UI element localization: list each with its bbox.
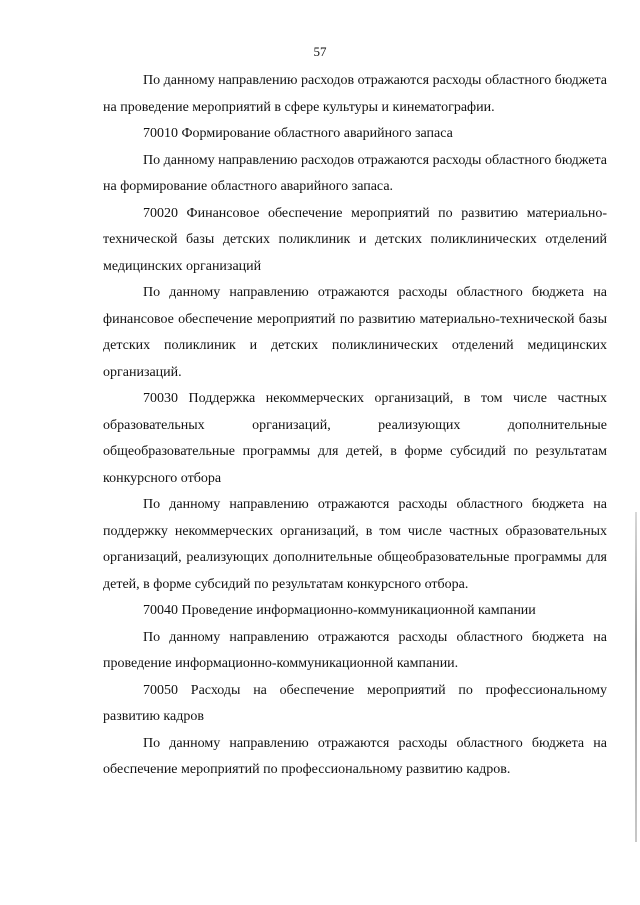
- paragraph-pediatric-clinics: По данному направлению отражаются расходы областного бюджета на финансовое обеспечение мероприятий по развитию материально-технической базы детских поликлиник и детских поликлинических отделений медицинских организаций.: [103, 285, 607, 380]
- heading-70010: 70010 Формирование областного аварийного запаса: [143, 126, 453, 141]
- paragraph-emergency-reserve: По данному направлению расходов отражаются расходы областного бюджета на формирование областного аварийного запаса.: [103, 152, 607, 194]
- scan-edge-line: [635, 512, 637, 842]
- heading-70050: 70050 Расходы на обеспечение мероприятий по профессиональному развитию кадров: [103, 682, 607, 724]
- paragraph-info-campaign: По данному направлению отражаются расходы областного бюджета на проведение информационно-коммуникационной кампании.: [103, 629, 607, 671]
- heading-70020: 70020 Финансовое обеспечение мероприятий по развитию материально-технической базы детских поликлиник и детских поликлинических отделений медицинских организаций: [103, 205, 607, 274]
- heading-70040: 70040 Проведение информационно-коммуникационной кампании: [143, 603, 536, 618]
- paragraph-staff-development: По данному направлению отражаются расходы областного бюджета на обеспечение мероприятий по профессиональному развитию кадров.: [103, 735, 607, 777]
- document-body: [103, 68, 607, 784]
- paragraph-nonprofit-support: По данному направлению отражаются расходы областного бюджета на поддержку некоммерческих организаций, в том числе частных образовательных организаций, реализующих дополнительные общеобразовательные программы для детей, в форме субсидий по результатам конкурсного отбора.: [103, 497, 607, 592]
- page-number: 57: [313, 44, 327, 59]
- paragraph-culture-expenses: По данному направлению расходов отражаются расходы областного бюджета на проведение мероприятий в сфере культуры и кинематографии.: [103, 73, 607, 115]
- heading-70030: 70030 Поддержка некоммерческих организаций, в том числе частных образовательных организаций, реализующих дополнительные общеобразовательные программы для детей, в форме субсидий по результатам конкурсного отбора: [103, 391, 607, 486]
